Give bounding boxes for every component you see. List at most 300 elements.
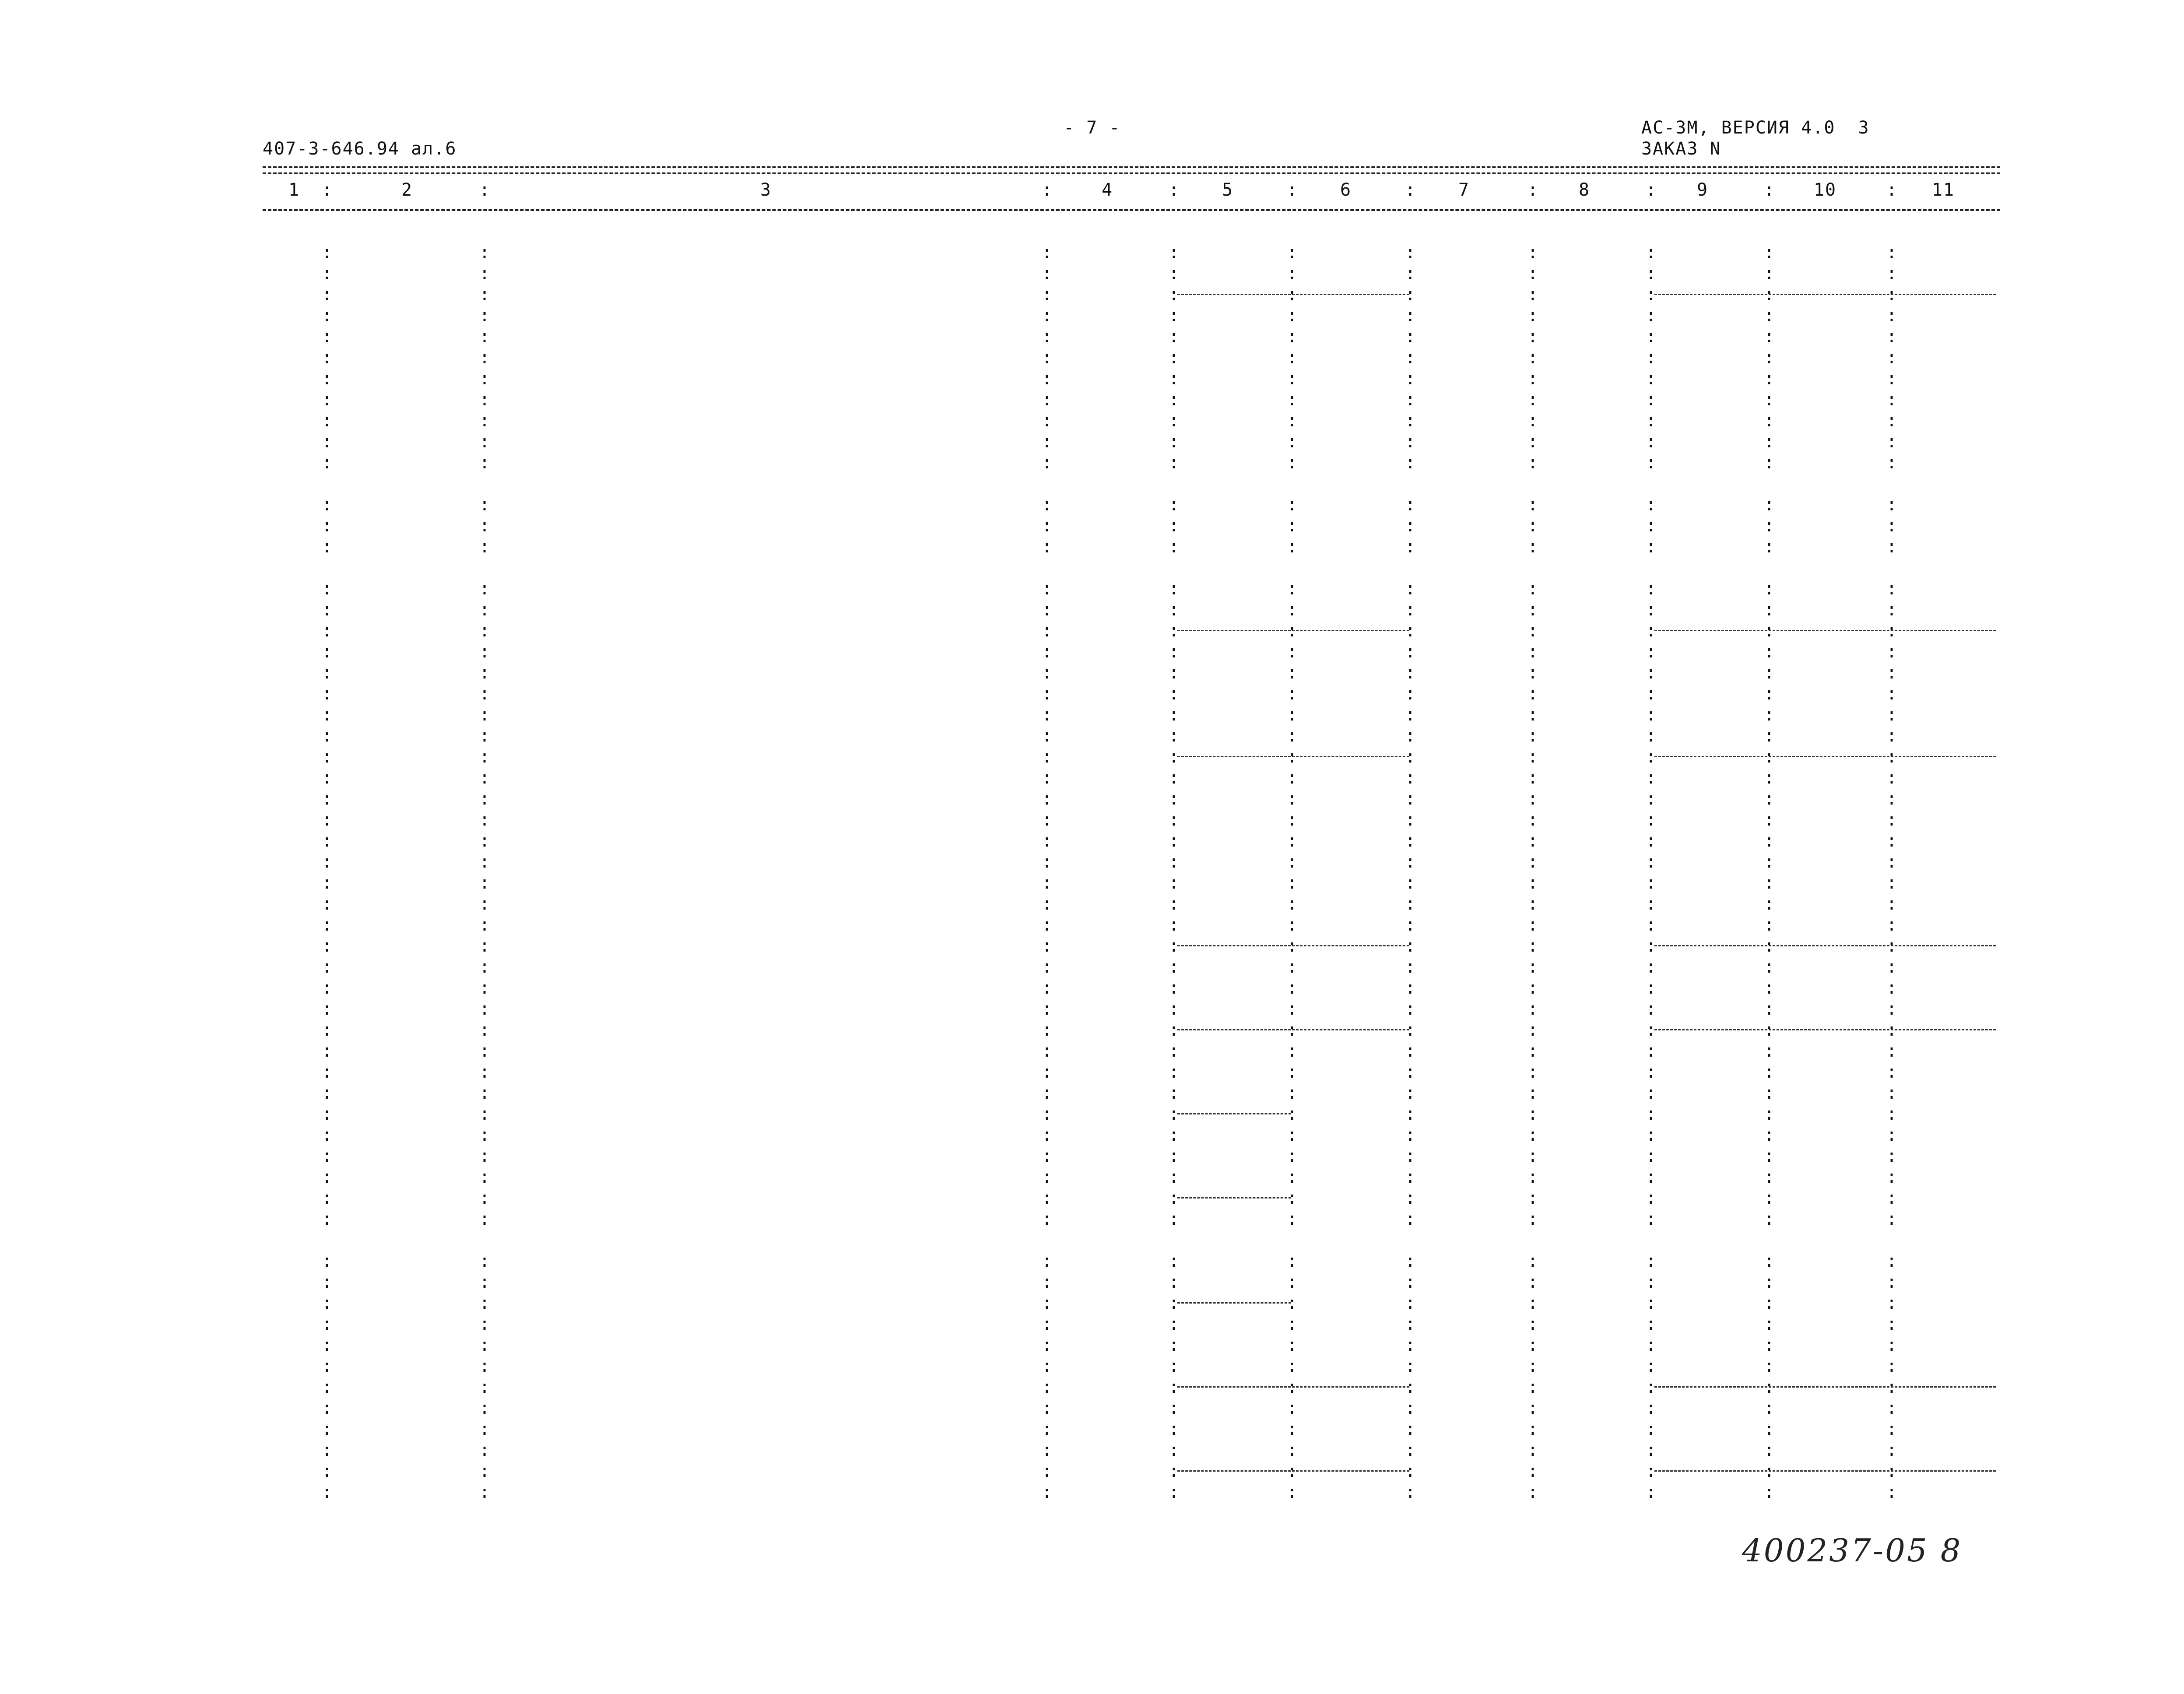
column-separator: : bbox=[1764, 1125, 1775, 1145]
subrow-divider bbox=[1654, 945, 1996, 946]
column-separator: : bbox=[479, 411, 490, 431]
column-separator: : bbox=[322, 1398, 333, 1418]
column-separator: : bbox=[1527, 1293, 1538, 1313]
column-separator: : bbox=[1886, 1104, 1897, 1124]
column-separator: : bbox=[322, 1356, 333, 1376]
column-separator: : bbox=[1169, 1335, 1180, 1355]
column-separator: : bbox=[479, 978, 490, 998]
column-separator: : bbox=[322, 852, 333, 872]
column-separator: : bbox=[1287, 747, 1298, 767]
column-separator: : bbox=[1886, 894, 1897, 914]
column-separator: : bbox=[1886, 957, 1897, 977]
column-separator: : bbox=[1646, 747, 1657, 767]
column-separator: : bbox=[322, 684, 333, 704]
column-separator: : bbox=[1042, 1062, 1053, 1082]
column-separator: : bbox=[1169, 768, 1180, 788]
column-separator: : bbox=[1646, 1461, 1657, 1481]
column-separator: : bbox=[1886, 1335, 1897, 1355]
column-separator: : bbox=[322, 642, 333, 662]
column-separator: : bbox=[1287, 1440, 1298, 1460]
column-separator: : bbox=[1287, 348, 1298, 368]
column-separator: : bbox=[479, 348, 490, 368]
column-separator: : bbox=[1287, 684, 1298, 704]
subrow-divider bbox=[1654, 1470, 1996, 1472]
column-separator: : bbox=[479, 285, 490, 305]
column-separator: : bbox=[479, 1293, 490, 1313]
column-separator: : bbox=[1169, 348, 1180, 368]
column-separator: : bbox=[479, 1314, 490, 1334]
column-separator: : bbox=[1764, 432, 1775, 452]
column-separator: : bbox=[1042, 642, 1053, 662]
column-separator: : bbox=[1764, 1251, 1775, 1271]
column-separator: : bbox=[1405, 306, 1416, 326]
column-separator: : bbox=[1169, 747, 1180, 767]
column-separator: : bbox=[1287, 999, 1298, 1019]
column-separator: : bbox=[1527, 390, 1538, 410]
column-separator: : bbox=[322, 411, 333, 431]
column-separator: : bbox=[1287, 1398, 1298, 1418]
column-separator: : bbox=[1646, 390, 1657, 410]
column-separator: : bbox=[1169, 600, 1180, 620]
column-separator: : bbox=[322, 915, 333, 935]
column-separator: : bbox=[322, 663, 333, 683]
column-separator: : bbox=[1886, 411, 1897, 431]
column-separator: : bbox=[1287, 516, 1298, 536]
column-separator: : bbox=[322, 957, 333, 977]
column-separator: : bbox=[1169, 1377, 1180, 1397]
column-separator: : bbox=[1886, 516, 1897, 536]
column-separator: : bbox=[1764, 1146, 1775, 1166]
column-separator: : bbox=[1764, 1356, 1775, 1376]
column-separator: : bbox=[1169, 978, 1180, 998]
column-separator: : bbox=[479, 1209, 490, 1229]
column-separator: : bbox=[1169, 1083, 1180, 1103]
column-separator: : bbox=[1527, 1398, 1538, 1418]
column-separator: : bbox=[322, 1482, 333, 1502]
column-separator: : bbox=[1646, 663, 1657, 683]
column-separator: : bbox=[1169, 432, 1180, 452]
column-separator: : bbox=[1527, 243, 1538, 263]
column-separator: : bbox=[479, 1419, 490, 1439]
column-separator: : bbox=[1405, 1482, 1416, 1502]
column-separator: : bbox=[1646, 1083, 1657, 1103]
column-header-6: 6 bbox=[1340, 180, 1352, 200]
column-separator: : bbox=[1405, 411, 1416, 431]
column-separator: : bbox=[1764, 789, 1775, 809]
column-separator: : bbox=[1287, 1251, 1298, 1271]
column-separator: : bbox=[1042, 936, 1053, 956]
doc-code: 407-3-646.94 ал.6 bbox=[263, 139, 457, 159]
column-separator: : bbox=[1646, 684, 1657, 704]
column-separator: : bbox=[1042, 621, 1053, 641]
column-separator: : bbox=[1405, 1293, 1416, 1313]
column-separator: : bbox=[1764, 663, 1775, 683]
header-separator: : bbox=[1169, 180, 1180, 200]
column-separator: : bbox=[1169, 1293, 1180, 1313]
column-separator: : bbox=[1042, 1419, 1053, 1439]
column-separator: : bbox=[1527, 684, 1538, 704]
column-separator: : bbox=[1405, 1251, 1416, 1271]
column-separator: : bbox=[1169, 1062, 1180, 1082]
column-separator: : bbox=[322, 1146, 333, 1166]
column-separator: : bbox=[1764, 411, 1775, 431]
column-separator: : bbox=[322, 243, 333, 263]
column-separator: : bbox=[1886, 1398, 1897, 1418]
column-separator: : bbox=[1764, 306, 1775, 326]
column-separator: : bbox=[1405, 264, 1416, 284]
column-separator: : bbox=[322, 537, 333, 557]
column-separator: : bbox=[1646, 642, 1657, 662]
column-separator: : bbox=[1405, 1419, 1416, 1439]
column-separator: : bbox=[479, 1125, 490, 1145]
column-separator: : bbox=[479, 1377, 490, 1397]
column-separator: : bbox=[1886, 873, 1897, 893]
column-separator: : bbox=[1646, 516, 1657, 536]
column-separator: : bbox=[1287, 1020, 1298, 1040]
column-separator: : bbox=[1764, 327, 1775, 347]
column-separator: : bbox=[1886, 495, 1897, 515]
column-separator: : bbox=[1886, 579, 1897, 599]
column-separator: : bbox=[1764, 495, 1775, 515]
column-separator: : bbox=[322, 495, 333, 515]
column-separator: : bbox=[479, 495, 490, 515]
column-separator: : bbox=[1764, 915, 1775, 935]
column-separator: : bbox=[1527, 1020, 1538, 1040]
column-separator: : bbox=[1287, 1167, 1298, 1187]
column-separator: : bbox=[1886, 852, 1897, 872]
column-separator: : bbox=[1287, 1041, 1298, 1061]
column-separator: : bbox=[1886, 369, 1897, 389]
header-rule-bottom bbox=[263, 209, 2000, 211]
column-separator: : bbox=[1764, 621, 1775, 641]
column-separator: : bbox=[1527, 1440, 1538, 1460]
column-separator: : bbox=[322, 1314, 333, 1334]
column-separator: : bbox=[1527, 663, 1538, 683]
column-separator: : bbox=[479, 873, 490, 893]
column-separator: : bbox=[1169, 663, 1180, 683]
column-separator: : bbox=[1287, 810, 1298, 830]
subrow-divider bbox=[1654, 630, 1996, 631]
column-separator: : bbox=[1287, 705, 1298, 725]
column-separator: : bbox=[1886, 684, 1897, 704]
column-separator: : bbox=[1405, 684, 1416, 704]
column-separator: : bbox=[1169, 495, 1180, 515]
column-separator: : bbox=[1646, 810, 1657, 830]
column-separator: : bbox=[322, 1041, 333, 1061]
column-separator: : bbox=[1042, 1356, 1053, 1376]
column-separator: : bbox=[1646, 600, 1657, 620]
column-separator: : bbox=[1042, 1020, 1053, 1040]
column-separator: : bbox=[1527, 1272, 1538, 1292]
column-separator: : bbox=[1886, 348, 1897, 368]
column-separator: : bbox=[1287, 411, 1298, 431]
column-separator: : bbox=[1405, 453, 1416, 473]
column-separator: : bbox=[1405, 810, 1416, 830]
column-separator: : bbox=[1287, 1461, 1298, 1481]
column-separator: : bbox=[1764, 1209, 1775, 1229]
column-separator: : bbox=[1646, 411, 1657, 431]
column-separator: : bbox=[1527, 999, 1538, 1019]
column-separator: : bbox=[1169, 642, 1180, 662]
column-separator: : bbox=[1886, 1272, 1897, 1292]
column-separator: : bbox=[1405, 1020, 1416, 1040]
column-separator: : bbox=[1287, 1209, 1298, 1229]
column-header-11: 11 bbox=[1931, 180, 1955, 200]
column-separator: : bbox=[1527, 495, 1538, 515]
column-separator: : bbox=[479, 453, 490, 473]
column-separator: : bbox=[322, 516, 333, 536]
column-separator: : bbox=[479, 390, 490, 410]
column-separator: : bbox=[322, 810, 333, 830]
header-separator: : bbox=[1886, 180, 1897, 200]
column-separator: : bbox=[1646, 1314, 1657, 1334]
column-separator: : bbox=[1886, 1041, 1897, 1061]
column-separator: : bbox=[1042, 978, 1053, 998]
column-separator: : bbox=[1886, 243, 1897, 263]
column-separator: : bbox=[1527, 264, 1538, 284]
column-separator: : bbox=[1886, 1251, 1897, 1271]
column-separator: : bbox=[479, 1041, 490, 1061]
header-separator: : bbox=[1527, 180, 1538, 200]
column-separator: : bbox=[322, 327, 333, 347]
column-separator: : bbox=[1764, 957, 1775, 977]
column-separator: : bbox=[322, 789, 333, 809]
column-separator: : bbox=[1405, 621, 1416, 641]
subrow-divider bbox=[1654, 756, 1996, 757]
column-separator: : bbox=[1886, 1440, 1897, 1460]
column-separator: : bbox=[1764, 768, 1775, 788]
column-separator: : bbox=[1764, 1167, 1775, 1187]
column-separator: : bbox=[1764, 1419, 1775, 1439]
column-separator: : bbox=[322, 1188, 333, 1208]
column-separator: : bbox=[1169, 516, 1180, 536]
column-separator: : bbox=[1169, 831, 1180, 851]
column-separator: : bbox=[1042, 1461, 1053, 1481]
column-separator: : bbox=[1764, 936, 1775, 956]
column-separator: : bbox=[1527, 810, 1538, 830]
column-separator: : bbox=[1287, 621, 1298, 641]
column-separator: : bbox=[1646, 1440, 1657, 1460]
header-separator: : bbox=[1405, 180, 1416, 200]
column-separator: : bbox=[322, 348, 333, 368]
column-separator: : bbox=[1405, 600, 1416, 620]
column-separator: : bbox=[1646, 537, 1657, 557]
column-separator: : bbox=[479, 810, 490, 830]
column-separator: : bbox=[1405, 873, 1416, 893]
column-separator: : bbox=[1527, 1125, 1538, 1145]
column-separator: : bbox=[1405, 1440, 1416, 1460]
column-separator: : bbox=[1646, 1398, 1657, 1418]
column-separator: : bbox=[1169, 453, 1180, 473]
column-separator: : bbox=[1527, 1209, 1538, 1229]
column-separator: : bbox=[1042, 810, 1053, 830]
column-separator: : bbox=[322, 894, 333, 914]
column-separator: : bbox=[1287, 642, 1298, 662]
column-separator: : bbox=[479, 831, 490, 851]
column-separator: : bbox=[1646, 1482, 1657, 1502]
column-separator: : bbox=[1287, 1419, 1298, 1439]
column-separator: : bbox=[1042, 831, 1053, 851]
column-separator: : bbox=[1405, 663, 1416, 683]
column-separator: : bbox=[479, 915, 490, 935]
column-separator: : bbox=[1886, 768, 1897, 788]
column-separator: : bbox=[1287, 1125, 1298, 1145]
column-separator: : bbox=[1527, 957, 1538, 977]
column-separator: : bbox=[1042, 537, 1053, 557]
column-separator: : bbox=[1646, 1167, 1657, 1187]
column-separator: : bbox=[1042, 285, 1053, 305]
column-separator: : bbox=[322, 579, 333, 599]
column-separator: : bbox=[1646, 1041, 1657, 1061]
column-separator: : bbox=[1169, 1398, 1180, 1418]
column-separator: : bbox=[479, 999, 490, 1019]
column-separator: : bbox=[1287, 1335, 1298, 1355]
column-separator: : bbox=[1405, 348, 1416, 368]
column-separator: : bbox=[1527, 915, 1538, 935]
column-separator: : bbox=[1042, 1041, 1053, 1061]
column-separator: : bbox=[1527, 537, 1538, 557]
column-separator: : bbox=[1042, 411, 1053, 431]
column-separator: : bbox=[479, 1482, 490, 1502]
column-separator: : bbox=[1646, 894, 1657, 914]
subrow-divider bbox=[1654, 1029, 1996, 1030]
column-separator: : bbox=[1886, 705, 1897, 725]
column-separator: : bbox=[1287, 915, 1298, 935]
column-separator: : bbox=[1042, 957, 1053, 977]
column-separator: : bbox=[479, 537, 490, 557]
header-separator: : bbox=[1764, 180, 1775, 200]
column-separator: : bbox=[322, 726, 333, 746]
column-separator: : bbox=[1527, 432, 1538, 452]
column-separator: : bbox=[1405, 852, 1416, 872]
column-separator: : bbox=[479, 1356, 490, 1376]
column-separator: : bbox=[1886, 726, 1897, 746]
column-separator: : bbox=[1169, 1146, 1180, 1166]
page-number: - 7 - bbox=[1064, 118, 1121, 138]
column-separator: : bbox=[1886, 600, 1897, 620]
column-header-10: 10 bbox=[1813, 180, 1837, 200]
column-separator: : bbox=[1042, 600, 1053, 620]
column-separator: : bbox=[322, 1272, 333, 1292]
column-separator: : bbox=[1287, 789, 1298, 809]
column-separator: : bbox=[1042, 1398, 1053, 1418]
column-separator: : bbox=[1169, 936, 1180, 956]
column-separator: : bbox=[479, 1461, 490, 1481]
column-separator: : bbox=[1764, 1272, 1775, 1292]
column-separator: : bbox=[322, 936, 333, 956]
column-separator: : bbox=[1527, 1062, 1538, 1082]
column-separator: : bbox=[1405, 936, 1416, 956]
column-separator: : bbox=[1764, 516, 1775, 536]
column-separator: : bbox=[1646, 1188, 1657, 1208]
column-separator: : bbox=[479, 264, 490, 284]
column-separator: : bbox=[1169, 789, 1180, 809]
column-separator: : bbox=[1646, 789, 1657, 809]
column-separator: : bbox=[1042, 1272, 1053, 1292]
column-separator: : bbox=[1042, 684, 1053, 704]
column-separator: : bbox=[1405, 1314, 1416, 1334]
column-separator: : bbox=[322, 600, 333, 620]
column-separator: : bbox=[1169, 537, 1180, 557]
column-separator: : bbox=[479, 852, 490, 872]
column-separator: : bbox=[1169, 285, 1180, 305]
column-separator: : bbox=[1287, 936, 1298, 956]
column-separator: : bbox=[1169, 915, 1180, 935]
column-separator: : bbox=[1886, 432, 1897, 452]
column-separator: : bbox=[1405, 1146, 1416, 1166]
column-separator: : bbox=[1886, 1482, 1897, 1502]
column-separator: : bbox=[1042, 915, 1053, 935]
column-separator: : bbox=[1169, 369, 1180, 389]
column-separator: : bbox=[1646, 1356, 1657, 1376]
column-separator: : bbox=[1405, 390, 1416, 410]
column-separator: : bbox=[1764, 852, 1775, 872]
column-separator: : bbox=[1287, 390, 1298, 410]
column-separator: : bbox=[1764, 1440, 1775, 1460]
column-separator: : bbox=[1042, 516, 1053, 536]
column-separator: : bbox=[1287, 1146, 1298, 1166]
column-separator: : bbox=[1042, 327, 1053, 347]
column-separator: : bbox=[1405, 999, 1416, 1019]
column-separator: : bbox=[1764, 873, 1775, 893]
column-separator: : bbox=[1287, 663, 1298, 683]
column-separator: : bbox=[479, 369, 490, 389]
column-separator: : bbox=[1405, 705, 1416, 725]
column-separator: : bbox=[1646, 873, 1657, 893]
column-separator: : bbox=[479, 663, 490, 683]
column-separator: : bbox=[479, 327, 490, 347]
column-separator: : bbox=[1527, 285, 1538, 305]
column-separator: : bbox=[479, 684, 490, 704]
column-separator: : bbox=[322, 432, 333, 452]
column-separator: : bbox=[479, 747, 490, 767]
column-separator: : bbox=[1646, 621, 1657, 641]
column-separator: : bbox=[1646, 999, 1657, 1019]
column-separator: : bbox=[1646, 1020, 1657, 1040]
column-separator: : bbox=[1527, 831, 1538, 851]
column-separator: : bbox=[1527, 1377, 1538, 1397]
column-separator: : bbox=[1764, 726, 1775, 746]
column-separator: : bbox=[1646, 915, 1657, 935]
column-separator: : bbox=[1287, 1482, 1298, 1502]
column-separator: : bbox=[322, 768, 333, 788]
column-separator: : bbox=[1405, 285, 1416, 305]
column-separator: : bbox=[1042, 1314, 1053, 1334]
column-separator: : bbox=[322, 621, 333, 641]
column-separator: : bbox=[1042, 726, 1053, 746]
column-separator: : bbox=[1527, 1167, 1538, 1187]
column-separator: : bbox=[1764, 978, 1775, 998]
header-separator: : bbox=[322, 180, 333, 200]
column-separator: : bbox=[1764, 1188, 1775, 1208]
column-separator: : bbox=[322, 306, 333, 326]
subrow-divider bbox=[1654, 294, 1996, 295]
column-separator: : bbox=[1287, 1062, 1298, 1082]
column-separator: : bbox=[1527, 747, 1538, 767]
column-separator: : bbox=[479, 768, 490, 788]
header-separator: : bbox=[479, 180, 490, 200]
column-separator: : bbox=[1287, 1188, 1298, 1208]
column-separator: : bbox=[1287, 600, 1298, 620]
column-separator: : bbox=[1764, 894, 1775, 914]
column-separator: : bbox=[1527, 1482, 1538, 1502]
column-separator: : bbox=[1764, 390, 1775, 410]
column-separator: : bbox=[1287, 264, 1298, 284]
column-separator: : bbox=[1287, 1083, 1298, 1103]
column-separator: : bbox=[1646, 705, 1657, 725]
column-separator: : bbox=[1646, 1062, 1657, 1082]
column-separator: : bbox=[1527, 369, 1538, 389]
